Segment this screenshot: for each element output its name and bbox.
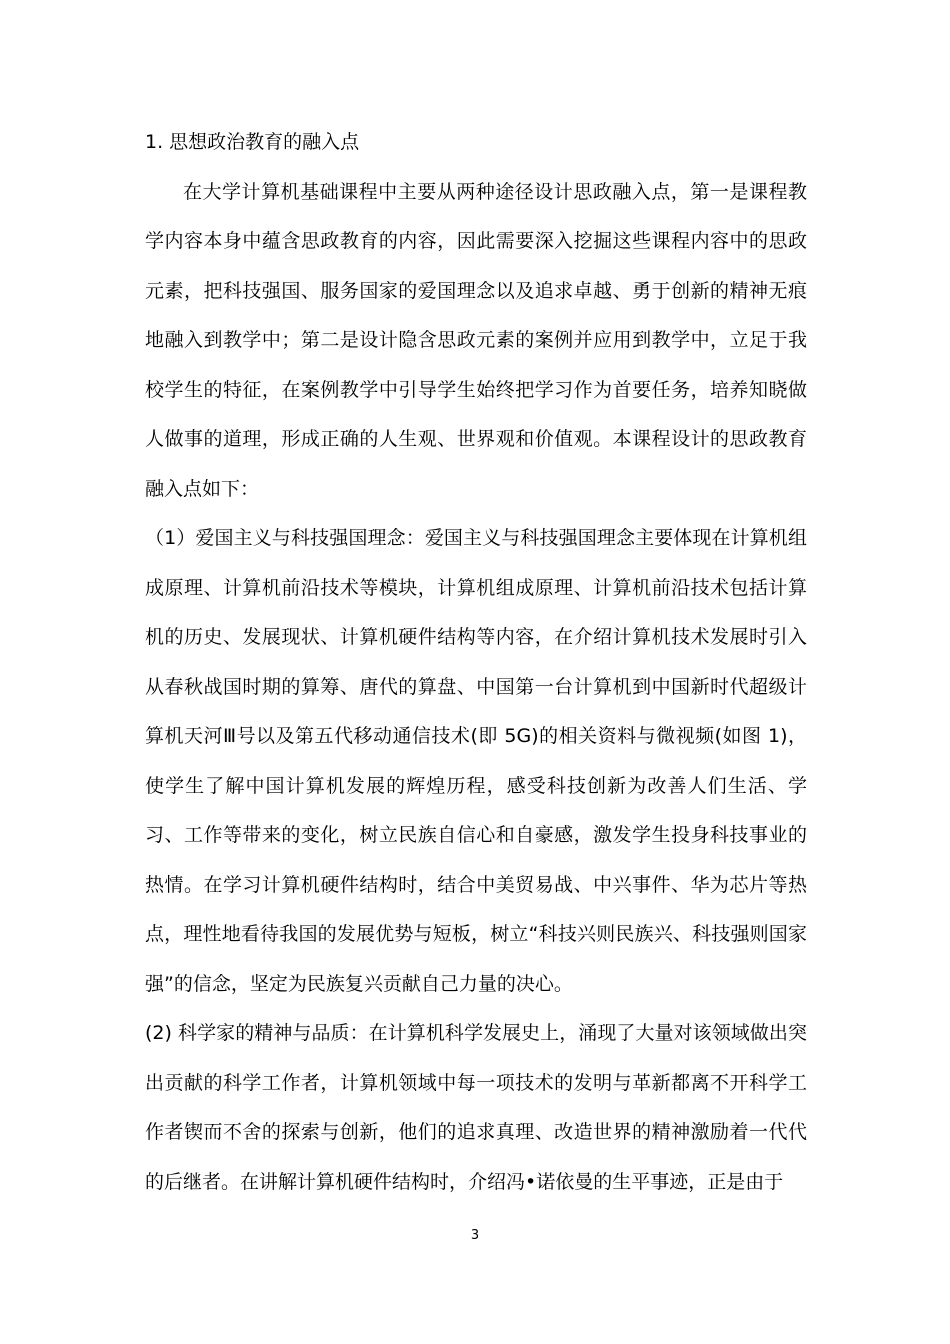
paragraph-intro: 在大学计算机基础课程中主要从两种途径设计思政融入点，第一是课程教学内容本身中蕴含思政教育的内容，因此需要深入挖掘这些课程内容中的思政元素，把科技强国、服务国家的爱国理念以及追求卓越、勇于创新的精神无痕地融入到教学中；第二是设计隐含思政元素的案例并应用到教学中，立足于我校学生的特征，在案例教学中引导学生始终把学习作为首要任务，培养知晓做人做事的道理，形成正确的人生观、世界观和价值观。本课程设计的思政教育融入点如下：	[145, 180, 807, 500]
page-number: 3	[470, 1228, 480, 1243]
paragraph-item-2: (2) 科学家的精神与品质：在计算机科学发展史上，涌现了大量对该领域做出突出贡献的科学工作者，计算机领域中每一项技术的发明与革新都离不开科学工作者锲而不舍的探索与创新，他们的追求真理、改造世界的精神激励着一代代的后继者。在讲解计算机硬件结构时，介绍冯•诺依曼的生平事迹，正是由于	[145, 1022, 807, 1193]
section-heading: 1. 思想政治教育的融入点	[145, 131, 360, 153]
paragraph-item-1: （1）爱国主义与科技强国理念：爱国主义与科技强国理念主要体现在计算机组成原理、计算机前沿技术等模块，计算机组成原理、计算机前沿技术包括计算机的历史、发展现状、计算机硬件结构等内容，在介绍计算机技术发展时引入从春秋战国时期的算筹、唐代的算盘、中国第一台计算机到中国新时代超级计算机天河Ⅲ号以及第五代移动通信技术(即 5G)的相关资料与微视频(如图 1)，使学生了解中国计算机发展的辉煌历程，感受科技创新为改善人们生活、学习、工作等带来的变化，树立民族自信心和自豪感，激发学生投身科技事业的热情。在学习计算机硬件结构时，结合中美贸易战、中兴事件、华为芯片等热点，理性地看待我国的发展优势与短板，树立“科技兴则民族兴、科技强则国家强”的信念，坚定为民族复兴贡献自己力量的决心。	[145, 527, 807, 995]
document-body	[145, 118, 807, 1207]
